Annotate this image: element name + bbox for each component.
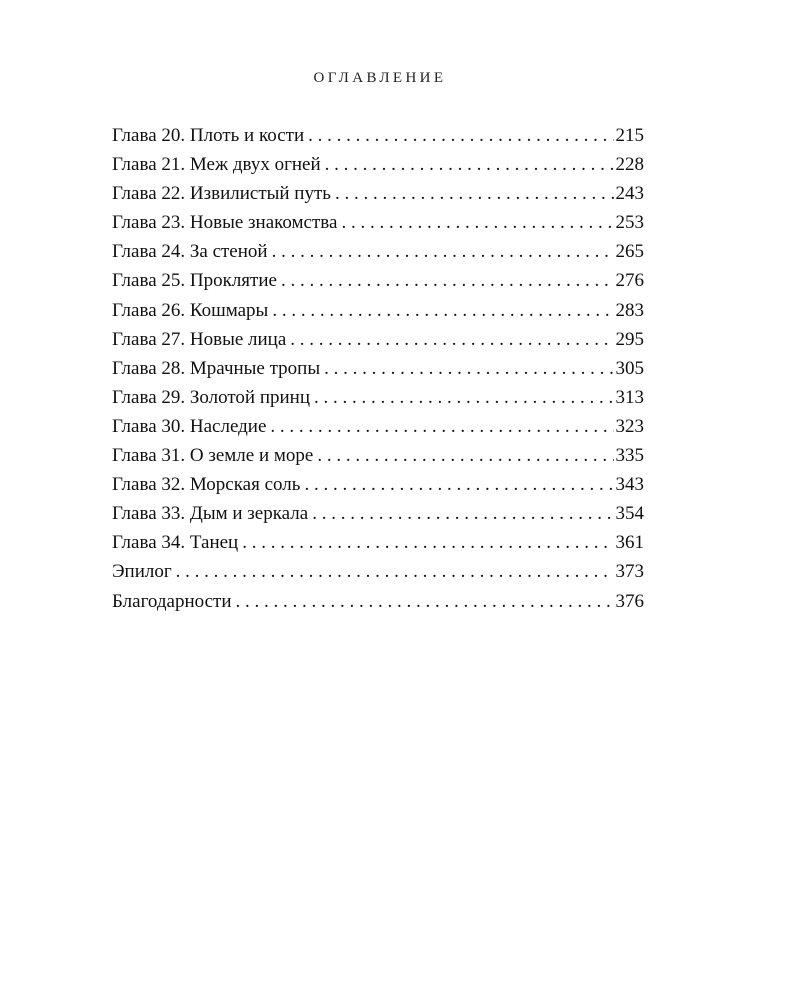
toc-entry: [112, 150, 644, 179]
toc-entry-title: Глава 25. Проклятие: [112, 270, 277, 292]
toc-entry: [112, 528, 644, 557]
toc-entry: [112, 470, 644, 499]
toc-entry-title: Глава 29. Золотой принц: [112, 386, 311, 408]
toc-page-number: 253: [615, 212, 644, 234]
toc-page-number: 228: [615, 154, 644, 176]
toc-page-number: 376: [615, 590, 644, 612]
toc-entry: [112, 237, 644, 266]
toc-page-number: 361: [615, 532, 644, 554]
toc-dot-leader: [308, 121, 613, 150]
toc-page-number: 335: [615, 445, 644, 467]
toc-entry-title: Глава 31. О земле и море: [112, 445, 314, 467]
toc-entry: [112, 266, 644, 295]
page-title: ОГЛАВЛЕНИЕ: [313, 70, 447, 86]
toc-entry-title: Глава 21. Меж двух огней: [112, 154, 321, 176]
toc-entry: [112, 354, 644, 383]
toc-page-number: 276: [615, 270, 644, 292]
toc-dot-leader: [176, 557, 614, 586]
toc-page-number: 283: [615, 299, 644, 321]
toc-entry-title: Глава 33. Дым и зеркала: [112, 503, 309, 525]
toc-dot-leader: [242, 528, 613, 557]
toc-dot-leader: [312, 499, 613, 528]
toc-entry: [112, 412, 644, 441]
toc-entry-title: Глава 28. Мрачные тропы: [112, 357, 321, 379]
toc-page-number: 323: [615, 415, 644, 437]
toc-page-number: 295: [615, 328, 644, 350]
toc-entry-title: Глава 20. Плоть и кости: [112, 125, 305, 146]
toc-entry: [112, 587, 644, 616]
toc-entry-title: Глава 26. Кошмары: [112, 299, 269, 321]
toc-dot-leader: [314, 383, 613, 412]
toc-dot-leader: [272, 237, 614, 266]
toc-page-number: 215: [615, 125, 644, 146]
toc-dot-leader: [272, 296, 613, 325]
toc-dot-leader: [290, 325, 613, 354]
toc-dot-leader: [270, 412, 613, 441]
toc-entry-title: Глава 24. За стеной: [112, 241, 268, 263]
toc-entry: [112, 383, 644, 412]
toc-page-number: 354: [615, 503, 644, 525]
toc-page-number: 265: [615, 241, 644, 263]
toc-page-number: 343: [615, 474, 644, 496]
toc-entry-title: Глава 30. Наследие: [112, 415, 267, 437]
toc-entry: [112, 179, 644, 208]
toc-dot-leader: [341, 208, 613, 237]
toc-entry: [112, 325, 644, 354]
toc-dot-leader: [281, 266, 614, 295]
toc-dot-leader: [335, 179, 614, 208]
toc-entry-title: Глава 32. Морская соль: [112, 474, 301, 496]
toc-dot-leader: [325, 150, 614, 179]
toc-entry: [112, 557, 644, 586]
toc-entry: [112, 208, 644, 237]
toc-dot-leader: [324, 354, 613, 383]
toc-dot-leader: [304, 470, 613, 499]
toc-page-number: 373: [615, 561, 644, 583]
toc-entry-title: Благодарности: [112, 590, 232, 612]
toc-entry-title: Глава 27. Новые лица: [112, 328, 287, 350]
toc-page-number: 243: [615, 183, 644, 205]
toc-entry: [112, 441, 644, 470]
toc-dot-leader: [236, 587, 614, 616]
toc-page-number: 305: [615, 357, 644, 379]
toc-entry: [112, 499, 644, 528]
toc-entry-title: Глава 34. Танец: [112, 532, 239, 554]
toc-entry: [112, 121, 644, 150]
toc-entry-title: Эпилог: [112, 561, 172, 583]
toc-entry: [112, 296, 644, 325]
toc-entry-title: Глава 23. Новые знакомства: [112, 212, 338, 234]
toc-page-number: 313: [615, 386, 644, 408]
toc-dot-leader: [317, 441, 613, 470]
table-of-contents: [112, 121, 644, 616]
toc-entry-title: Глава 22. Извилистый путь: [112, 183, 331, 205]
